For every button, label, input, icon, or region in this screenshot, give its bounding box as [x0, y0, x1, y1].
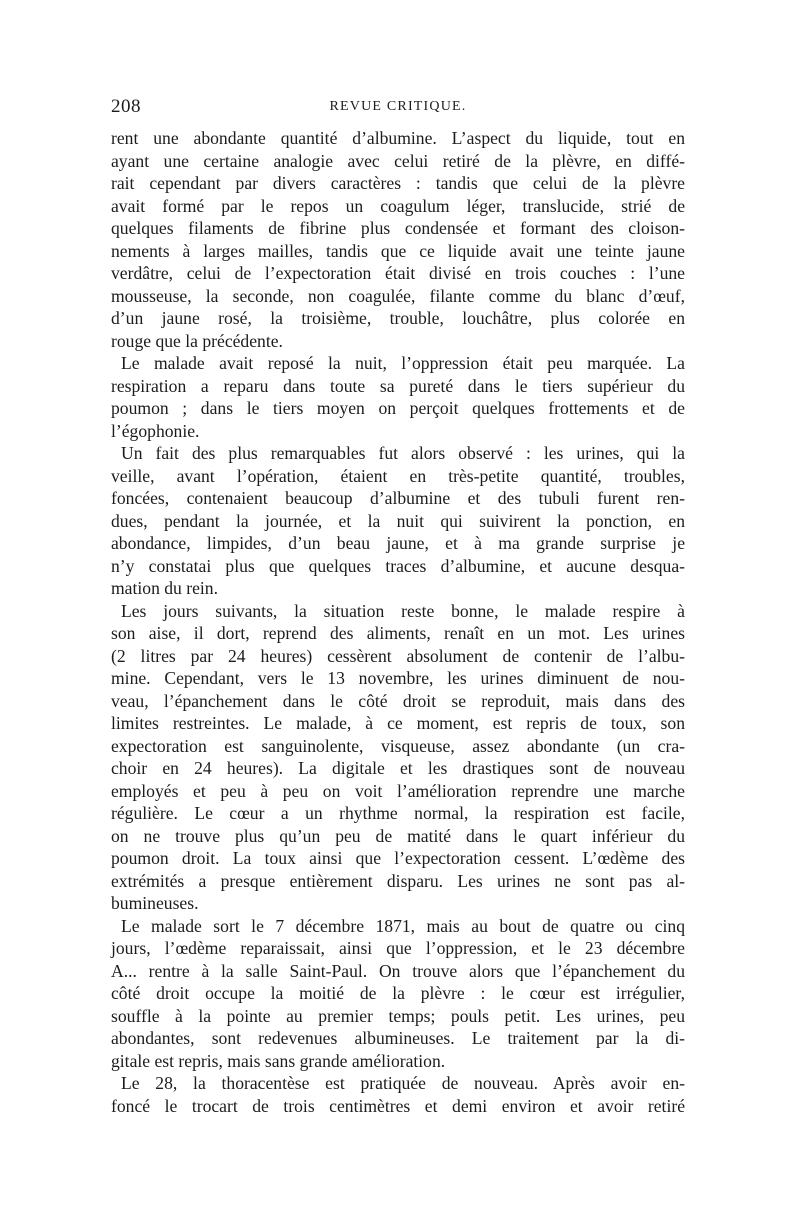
text-line: gitale est repris, mais sans grande amélioration.	[111, 1050, 446, 1071]
text-line: (2 litres par 24 heures) cessèrent absolument de contenir de l’albu-	[111, 645, 685, 666]
text-line: extrémités a presque entièrement disparu. Les urines ne sont pas al-	[111, 870, 685, 891]
text-line: Le malade avait reposé la nuit, l’oppression était peu marquée. La	[121, 353, 685, 373]
text-line: expectoration est sanguinolente, visqueuse, assez abondante (un cra-	[111, 735, 685, 756]
text-line: mine. Cependant, vers le 13 novembre, les urines diminuent de nou-	[111, 668, 685, 688]
text-line: poumon droit. La toux ainsi que l’expectoration cessent. L’œdème des	[111, 848, 685, 868]
text-line: jours, l’œdème reparaissait, ainsi que l’oppression, et le 23 décembre	[111, 938, 685, 958]
text-line: choir en 24 heures). La digitale et les drastiques sont de nouveau	[111, 758, 685, 778]
text-line: son aise, il dort, reprend des aliments, renaît en un mot. Les urines	[111, 623, 685, 643]
text-line: A... rentre à la salle Saint-Paul. On trouve alors que l’épanchement du	[111, 960, 685, 981]
body-text	[111, 127, 685, 1117]
text-line: avait formé par le repos un coagulum léger, translucide, strié de	[111, 195, 685, 216]
text-line: abondantes, sont redevenues albumineuses. Le traitement par la di-	[111, 1028, 685, 1048]
text-line: Un fait des plus remarquables fut alors observé : les urines, qui la	[121, 443, 685, 463]
text-line: n’y constatai plus que quelques traces d’albumine, et aucune desqua-	[111, 555, 685, 576]
text-line: Les jours suivants, la situation reste bonne, le malade respire à	[121, 600, 685, 621]
text-line: mousseuse, la seconde, non coagulée, filante comme du blanc d’œuf,	[111, 285, 685, 306]
text-line: foncé le trocart de trois centimètres et demi environ et avoir retiré	[111, 1095, 685, 1116]
text-line: souffle à la pointe au premier temps; pouls petit. Les urines, peu	[111, 1005, 685, 1026]
text-line: verdâtre, celui de l’expectoration était divisé en trois couches : l’une	[111, 263, 685, 283]
text-line: abondance, limpides, d’un beau jaune, et à ma grande surprise je	[111, 533, 685, 553]
text-line: d’un jaune rosé, la troisième, trouble, louchâtre, plus colorée en	[111, 308, 685, 328]
text-line: poumon ; dans le tiers moyen on perçoit quelques frottements et de	[111, 398, 685, 418]
text-line: nements à larges mailles, tandis que ce liquide avait une teinte jaune	[111, 240, 685, 261]
text-line: employés et peu à peu on voit l’amélioration reprendre une marche	[111, 780, 685, 801]
text-line: veau, l’épanchement dans le côté droit se reproduit, mais dans des	[111, 690, 685, 711]
text-line: bumineuses.	[111, 893, 199, 913]
text-line: respiration a reparu dans toute sa pureté dans le tiers supérieur du	[111, 375, 685, 396]
text-line: Le 28, la thoracentèse est pratiquée de nouveau. Après avoir en-	[121, 1073, 685, 1093]
text-line: on ne trouve plus qu’un peu de matité dans le quart inférieur du	[111, 825, 685, 846]
page-header	[111, 96, 685, 120]
text-line: rait cependant par divers caractères : tandis que celui de la plèvre	[111, 173, 685, 193]
text-line: dues, pendant la journée, et la nuit qui suivirent la ponction, en	[111, 510, 685, 531]
page-number: 208	[111, 96, 141, 117]
text-line: veille, avant l’opération, étaient en très-petite quantité, troubles,	[111, 465, 685, 486]
text-line: côté droit occupe la moitié de la plèvre : le cœur est irrégulier,	[111, 983, 685, 1003]
text-line: limites restreintes. Le malade, à ce moment, est repris de toux, son	[111, 713, 685, 733]
text-line: quelques filaments de fibrine plus condensée et formant des cloison-	[111, 218, 685, 238]
text-line: ayant une certaine analogie avec celui retiré de la plèvre, en diffé-	[111, 150, 685, 171]
text-line: mation du rein.	[111, 578, 219, 598]
running-head: REVUE CRITIQUE.	[329, 99, 467, 114]
text-line: rouge que la précédente.	[111, 330, 283, 351]
text-line: Le malade sort le 7 décembre 1871, mais au bout de quatre ou cinq	[121, 915, 685, 936]
text-line: régulière. Le cœur a un rhythme normal, la respiration est facile,	[111, 803, 685, 823]
text-line: rent une abondante quantité d’albumine. L’aspect du liquide, tout en	[111, 128, 685, 148]
text-line: foncées, contenaient beaucoup d’albumine et des tubuli furent ren-	[111, 488, 685, 508]
text-line: l’égophonie.	[111, 420, 200, 441]
